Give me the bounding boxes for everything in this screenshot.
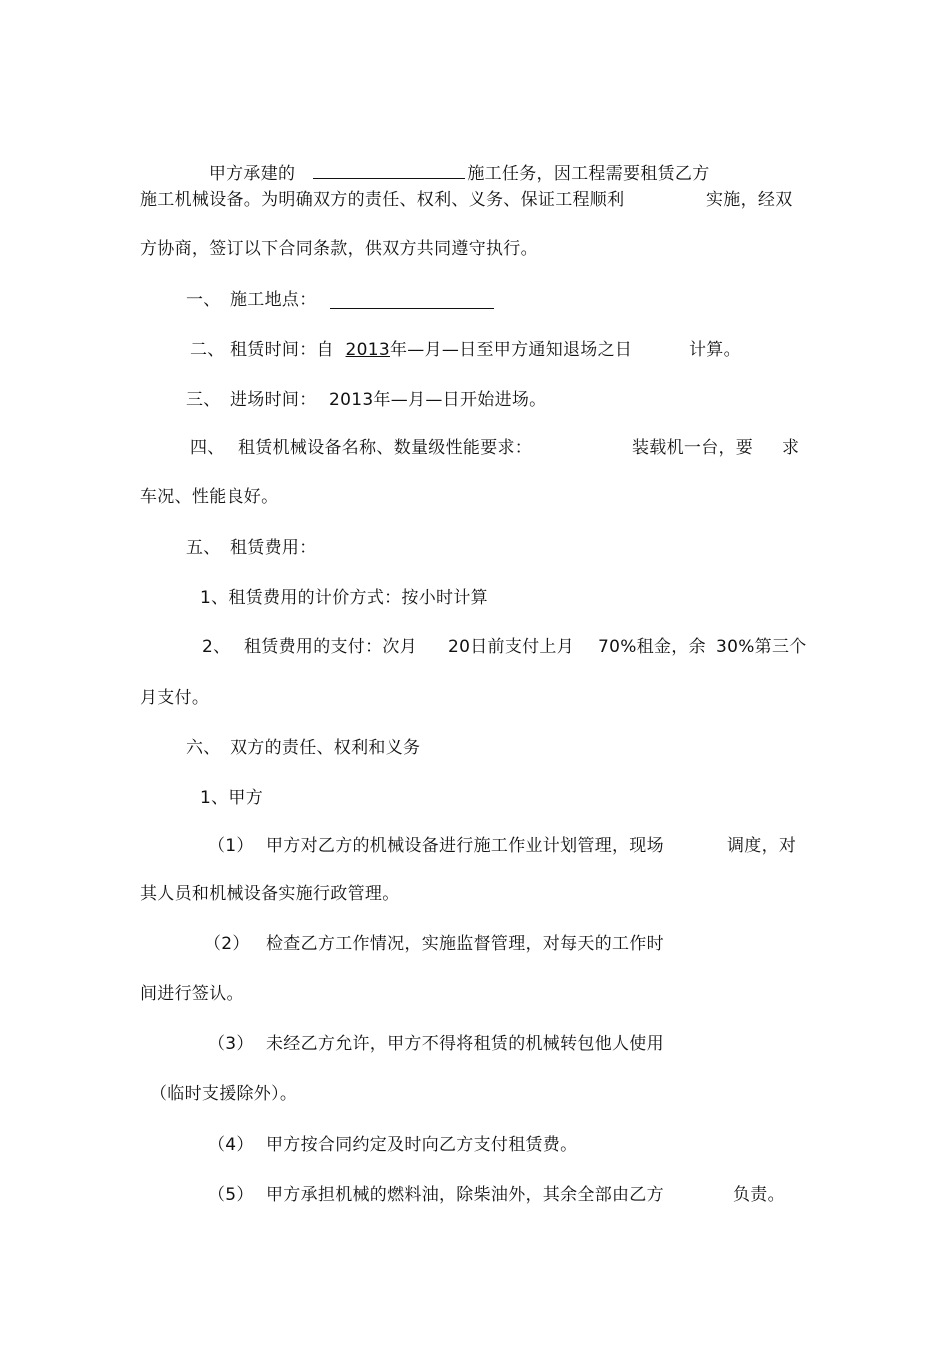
- party-a-item-3-a: 未经乙方允许，甲方不得将租赁的机械转包他人使用: [266, 1034, 664, 1054]
- party-a-item-5-number: （5）: [208, 1185, 254, 1205]
- party-a-item-1-b: 调度，对: [727, 836, 797, 856]
- party-a-item-2-line-2: 间进行签认。: [140, 984, 244, 1004]
- clause-4-line-2: 车况、性能良好。: [140, 487, 279, 507]
- party-a-item-5-b: 负责。: [733, 1185, 785, 1205]
- clause-1-label: 施工地点：: [230, 290, 317, 310]
- party-a-item-1-line-2: 其人员和机械设备实施行政管理。: [140, 884, 400, 904]
- clause-4-number: 四、: [190, 438, 225, 458]
- clause-2-c: 计算。: [689, 340, 741, 360]
- party-a-item-2-a: 检查乙方工作情况，实施监督管理，对每天的工作时: [266, 934, 664, 954]
- clause-2-text: [230, 339, 632, 361]
- clause-2-year: 2013: [345, 340, 390, 360]
- clause-5-item-2-number: 2、: [202, 637, 231, 657]
- intro-suffix: 施工任务，因工程需要租赁乙方: [467, 164, 710, 184]
- clause-2-a: 租赁时间：自: [230, 340, 334, 360]
- party-a-item-1-a: 甲方对乙方的机械设备进行施工作业计划管理，现场: [266, 836, 664, 856]
- clause-5-item-2-c: 70%租金，余: [598, 637, 706, 657]
- site-location-blank: [330, 292, 494, 309]
- clause-5-item-1: 1、租赁费用的计价方式：按小时计算: [200, 588, 488, 608]
- intro-prefix: 甲方承建的: [208, 164, 296, 184]
- party-a-item-2-number: （2）: [204, 934, 250, 954]
- clause-6-label: 双方的责任、权利和义务: [230, 738, 421, 758]
- clause-6-number: 六、: [186, 738, 221, 758]
- clause-5-item-2-a: 租赁费用的支付：次月: [244, 637, 417, 657]
- party-a-item-3-line-2: （临时支援除外）。: [150, 1084, 298, 1104]
- clause-1-number: 一、: [186, 290, 221, 310]
- intro-line-3: 方协商，签订以下合同条款，供双方共同遵守执行。: [140, 239, 538, 259]
- party-a-item-4-number: （4）: [208, 1135, 254, 1155]
- project-name-blank: [313, 162, 465, 179]
- party-a-item-3-number: （3）: [208, 1034, 254, 1054]
- clause-6-subheading-party-a: 1、甲方: [200, 788, 264, 808]
- intro-line-2b: 实施，经双: [706, 190, 793, 210]
- intro-line-2a: 施工机械设备。为明确双方的责任、权利、义务、保证工程顺利: [140, 190, 625, 210]
- clause-5-item-2-line-2: 月支付。: [140, 688, 210, 708]
- clause-5-number: 五、: [186, 538, 221, 558]
- clause-2-number: 二、: [190, 340, 225, 360]
- clause-5-item-2-b: 20日前支付上月: [448, 637, 575, 657]
- party-a-item-5-a: 甲方承担机械的燃料油，除柴油外，其余全部由乙方: [266, 1185, 664, 1205]
- clause-4-b: 装载机一台，要: [632, 438, 754, 458]
- clause-2-b: 年—月—日至甲方通知退场之日: [390, 340, 633, 360]
- clause-5-item-2-d: 30%第三个: [716, 637, 807, 657]
- clause-3-a: 进场时间：: [230, 390, 317, 410]
- party-a-item-1-number: （1）: [208, 836, 254, 856]
- party-a-item-4-a: 甲方按合同约定及时向乙方支付租赁费。: [266, 1135, 578, 1155]
- clause-3-number: 三、: [186, 390, 221, 410]
- clause-4-a: 租赁机械设备名称、数量级性能要求：: [238, 438, 533, 458]
- clause-3-b: 2013年—月—日开始进场。: [329, 390, 547, 410]
- clause-5-label: 租赁费用：: [230, 538, 317, 558]
- clause-4-c: 求: [782, 438, 800, 458]
